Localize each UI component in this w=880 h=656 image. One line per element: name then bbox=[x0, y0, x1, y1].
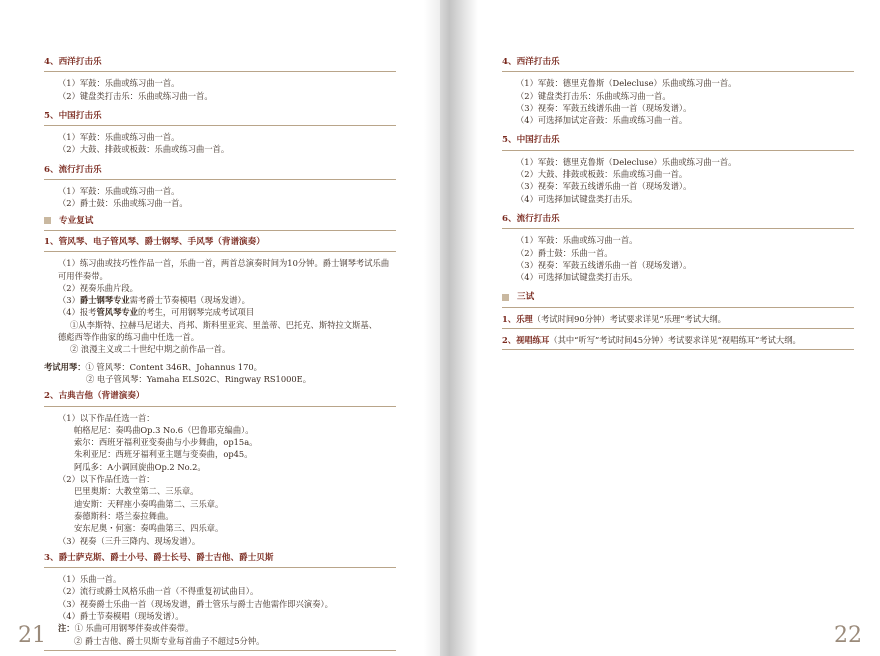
list-item: （4）报考管风琴专业的考生，可用钢琴完成考试项目 bbox=[58, 307, 255, 318]
list-item: （1）乐曲一首。 bbox=[58, 574, 122, 585]
list-item: （1）军鼓：乐曲或练习曲一首。 bbox=[58, 132, 180, 143]
page-number-right: 22 bbox=[834, 623, 862, 648]
list-subitem: 阿瓜多：A小调回旋曲Op.2 No.2。 bbox=[74, 461, 206, 472]
exam-item-music-theory: 1、乐理（考试时间90分钟）考试要求详见“乐理”考试大纲。 bbox=[502, 313, 854, 329]
list-subitem: ② 浪漫主义或二十世纪中期之前作品一首。 bbox=[70, 344, 231, 355]
list-subitem: 索尔：西班牙福利亚变奏曲与小步舞曲，op15a。 bbox=[74, 437, 258, 448]
right-column bbox=[502, 56, 854, 355]
list-item: （1）军鼓：德里克鲁斯（Delecluse）乐曲或练习曲一首。 bbox=[516, 78, 737, 89]
list-item: （3）视奏爵士乐曲一首（现场发谱，爵士管乐与爵士吉他需作即兴演奏）。 bbox=[58, 598, 333, 609]
heading-jazz-instruments: 3、爵士萨克斯、爵士小号、爵士长号、爵士吉他、爵士贝斯 bbox=[44, 552, 396, 568]
exam-item-solfege: 2、视唱练耳（其中“听写”考试时间45分钟）考试要求详见“视唱练耳”考试大纲。 bbox=[502, 334, 854, 350]
list-subitem: 帕格尼尼：奏鸣曲Op.3 No.6（巴鲁耶克编曲）。 bbox=[74, 424, 254, 435]
list-item: （2）键盘类打击乐：乐曲或练习曲一首。 bbox=[516, 90, 671, 101]
square-bullet-icon bbox=[44, 217, 51, 224]
section-title-text: 三试 bbox=[517, 292, 535, 303]
list-subitem: 安东尼奥・何塞：奏鸣曲第三、四乐章。 bbox=[74, 523, 224, 534]
section-title-second-round bbox=[44, 215, 396, 231]
heading-chinese-percussion: 5、中国打击乐 bbox=[44, 110, 396, 126]
heading-pop-percussion: 6、流行打击乐 bbox=[44, 164, 396, 180]
list-item: （2）键盘类打击乐：乐曲或练习曲一首。 bbox=[58, 90, 213, 101]
list-item: （4）可选择加试定音鼓：乐曲或练习曲一首。 bbox=[516, 115, 688, 126]
list-item: （2）爵士鼓：乐曲一首。 bbox=[516, 247, 613, 258]
list-item: （1）军鼓：乐曲或练习曲一首。 bbox=[58, 78, 180, 89]
left-column bbox=[44, 56, 396, 651]
list-item: （2）大鼓、排鼓或板鼓：乐曲或练习曲一首。 bbox=[58, 144, 230, 155]
list-item: （3）视奏：军鼓五线谱乐曲一首（现场发谱）。 bbox=[516, 259, 692, 270]
list-subitem: ①从李斯特、拉赫马尼诺夫、肖邦、斯科里亚宾、里盖蒂、巴托克、斯特拉文斯基、 bbox=[70, 319, 377, 330]
list-item-continued: 可用伴奏带。 bbox=[58, 270, 108, 281]
heading-chinese-percussion: 5、中国打击乐 bbox=[502, 134, 854, 150]
list-item: （1）军鼓：德里克鲁斯（Delecluse）乐曲或练习曲一首。 bbox=[516, 156, 737, 167]
book-gutter bbox=[440, 0, 478, 656]
square-bullet-icon bbox=[502, 294, 509, 301]
list-item: （4）可选择加试键盘类打击乐。 bbox=[516, 272, 638, 283]
list-item: （4）爵士节奏模唱（现场发谱）。 bbox=[58, 610, 184, 621]
list-item: （2）大鼓、排鼓或板鼓：乐曲或练习曲一首。 bbox=[516, 169, 688, 180]
list-subitem: 巴里奥斯：大教堂第二、三乐章。 bbox=[74, 486, 199, 497]
heading-organ-piano: 1、管风琴、电子管风琴、爵士钢琴、手风琴（背谱演奏） bbox=[44, 236, 396, 252]
instrument-line: ② 电子管风琴：Yamaha ELS02C、Ringway RS1000E。 bbox=[86, 373, 312, 384]
list-subitem: 迪安斯：天秤座小奏鸣曲第二、三乐章。 bbox=[74, 498, 224, 509]
list-item: （1）军鼓：乐曲或练习曲一首。 bbox=[58, 186, 180, 197]
note-line: ② 爵士吉他、爵士贝斯专业每首曲子不超过5分钟。 bbox=[74, 635, 265, 646]
heading-western-percussion: 4、西洋打击乐 bbox=[502, 56, 854, 72]
list-subitem: 泰德斯科：塔兰泰拉舞曲。 bbox=[74, 510, 174, 521]
list-item: （4）可选择加试键盘类打击乐。 bbox=[516, 193, 638, 204]
heading-pop-percussion: 6、流行打击乐 bbox=[502, 213, 854, 229]
heading-classical-guitar: 2、古典吉他（背谱演奏） bbox=[44, 390, 396, 406]
list-item: （2）爵士鼓：乐曲或练习曲一首。 bbox=[58, 198, 188, 209]
list-subitem-continued: 德彪西等作曲家的练习曲中任选一首。 bbox=[58, 332, 200, 343]
section-title-third-round bbox=[502, 291, 854, 307]
list-item: （3）视奏（三升三降内、现场发谱）。 bbox=[58, 535, 201, 546]
page-number-left: 21 bbox=[18, 623, 46, 648]
list-item: （2）以下作品任选一首： bbox=[58, 474, 155, 485]
list-item: （1）练习曲或技巧性作品一首，乐曲一首，两首总演奏时间为10分钟。爵士钢琴考试乐曲 bbox=[58, 258, 390, 269]
list-item: （3）爵士钢琴专业需考爵士节奏模唱（现场发谱）。 bbox=[58, 295, 250, 306]
list-item: （3）视奏：军鼓五线谱乐曲一首（现场发谱）。 bbox=[516, 102, 692, 113]
note-line: 注：① 乐曲可用钢琴伴奏或伴奏带。 bbox=[58, 623, 194, 634]
list-item: （2）视奏乐曲片段。 bbox=[58, 282, 138, 293]
instrument-line: 考试用琴：① 管风琴：Content 346R、Johannus 170。 bbox=[44, 361, 262, 372]
list-subitem: 朱利亚尼：西班牙福利亚主题与变奏曲，op45。 bbox=[74, 449, 253, 460]
list-item: （3）视奏：军鼓五线谱乐曲一首（现场发谱）。 bbox=[516, 181, 692, 192]
list-item: （1）军鼓：乐曲或练习曲一首。 bbox=[516, 235, 638, 246]
list-item: （1）以下作品任选一首： bbox=[58, 412, 155, 423]
heading-western-percussion: 4、西洋打击乐 bbox=[44, 56, 396, 72]
list-item: （2）流行或爵士风格乐曲一首（不得重复初试曲目）。 bbox=[58, 586, 259, 597]
section-title-text: 专业复试 bbox=[59, 215, 94, 226]
